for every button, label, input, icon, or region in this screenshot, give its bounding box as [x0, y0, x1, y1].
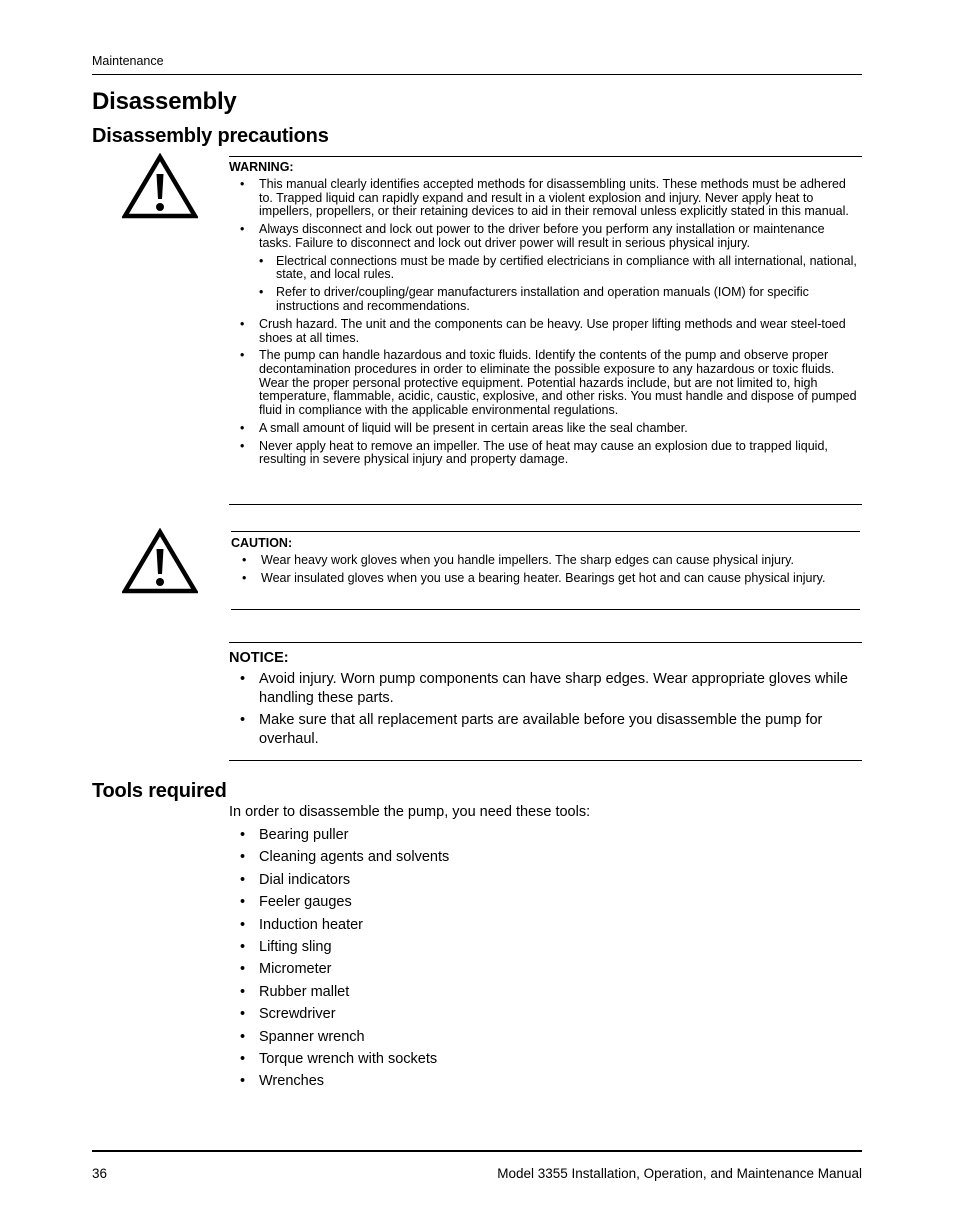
- footer-rule: [92, 1150, 862, 1152]
- warning-item: [229, 178, 859, 219]
- caution-top-rule: [231, 531, 860, 532]
- tool-item: • Micrometer: [229, 960, 859, 982]
- notice-label: NOTICE:: [229, 650, 289, 666]
- tool-item: • Cleaning agents and solvents: [229, 848, 859, 870]
- warning-sub-list: [259, 255, 859, 314]
- caution-bottom-rule: [231, 609, 860, 610]
- tool-item: • Wrenches: [229, 1072, 859, 1094]
- notice-list: [229, 670, 859, 751]
- warning-top-rule: [229, 156, 862, 157]
- warning-item-text: This manual clearly identifies accepted methods for disassembling units. These methods must be adhered to. Trapped liquid can rapidly expand and result in a violent explosion and injury. Never apply heat to impellers, propellers, or their retaining devices to aid in their removal unless explicitly stated in this manual.: [259, 177, 849, 219]
- caution-list: [231, 554, 857, 590]
- warning-item: [229, 440, 859, 467]
- tool-item: • Feeler gauges: [229, 893, 859, 915]
- notice-top-rule: [229, 642, 862, 643]
- tool-item: • Torque wrench with sockets: [229, 1050, 859, 1072]
- caution-triangle-icon: [122, 528, 198, 594]
- manual-title: Model 3355 Installation, Operation, and Maintenance Manual: [497, 1166, 862, 1181]
- tool-item: • Screwdriver: [229, 1005, 859, 1027]
- warning-bottom-rule: [229, 504, 862, 505]
- page-number: 36: [92, 1166, 108, 1181]
- header-rule: [92, 74, 862, 75]
- page-title: Disassembly: [92, 88, 237, 115]
- tool-item: • Lifting sling: [229, 938, 859, 960]
- running-header: Maintenance: [92, 54, 164, 68]
- warning-item-text: A small amount of liquid will be present in certain areas like the seal chamber.: [259, 420, 688, 435]
- warning-item: [229, 318, 859, 345]
- warning-item-text: Never apply heat to remove an impeller. The use of heat may cause an explosion due to trapped liquid, resulting in severe physical injury and property damage.: [259, 438, 828, 467]
- notice-item: • Avoid injury. Worn pump components can have sharp edges. Wear appropriate gloves while handling these parts.: [229, 670, 859, 708]
- warning-item: [229, 349, 859, 417]
- warning-list: [229, 178, 859, 471]
- section-heading-tools: Tools required: [92, 780, 227, 802]
- tools-list: [229, 826, 859, 1095]
- warning-sub-item: • Refer to driver/coupling/gear manufacturers installation and operation manuals (IOM) for specific instructions and recommendations.: [259, 286, 859, 313]
- warning-sub-item: • Electrical connections must be made by certified electricians in compliance with all international, national, state, and local rules.: [259, 255, 859, 282]
- section-heading-precautions: Disassembly precautions: [92, 125, 329, 147]
- caution-item: • Wear heavy work gloves when you handle impellers. The sharp edges can cause physical injury.: [231, 554, 857, 568]
- tool-item: • Dial indicators: [229, 871, 859, 893]
- notice-bottom-rule: [229, 760, 862, 761]
- warning-item-text: Crush hazard. The unit and the components can be heavy. Use proper lifting methods and wear steel-toed shoes at all times.: [259, 316, 846, 345]
- warning-label: WARNING:: [229, 160, 294, 174]
- tool-item: • Bearing puller: [229, 826, 859, 848]
- warning-item-text: The pump can handle hazardous and toxic fluids. Identify the contents of the pump and observe proper decontamination procedures in order to eliminate the possible exposure to any hazardous or toxic fluids. Wear the proper personal protective equipment. Potential hazards include, but are not limited to, high temperature, flammable, acidic, caustic, explosive, and other risks. You must handle and dispose of pumped fluid in compliance with the applicable environmental regulations.: [259, 348, 857, 417]
- warning-item-text: Always disconnect and lock out power to the driver before you perform any installation or maintenance tasks. Failure to disconnect and lock out driver power will result in serious physical injury.: [259, 222, 825, 250]
- tools-intro: In order to disassemble the pump, you need these tools:: [229, 804, 591, 820]
- warning-item: [229, 422, 859, 436]
- tool-item: • Spanner wrench: [229, 1028, 859, 1050]
- warning-item: [229, 223, 859, 313]
- notice-item: • Make sure that all replacement parts are available before you disassemble the pump for overhaul.: [229, 711, 859, 749]
- tool-item: • Induction heater: [229, 916, 859, 938]
- tool-item: • Rubber mallet: [229, 983, 859, 1005]
- caution-label: CAUTION:: [231, 536, 293, 550]
- caution-item: • Wear insulated gloves when you use a bearing heater. Bearings get hot and can cause physical injury.: [231, 572, 857, 586]
- warning-triangle-icon: [122, 153, 198, 219]
